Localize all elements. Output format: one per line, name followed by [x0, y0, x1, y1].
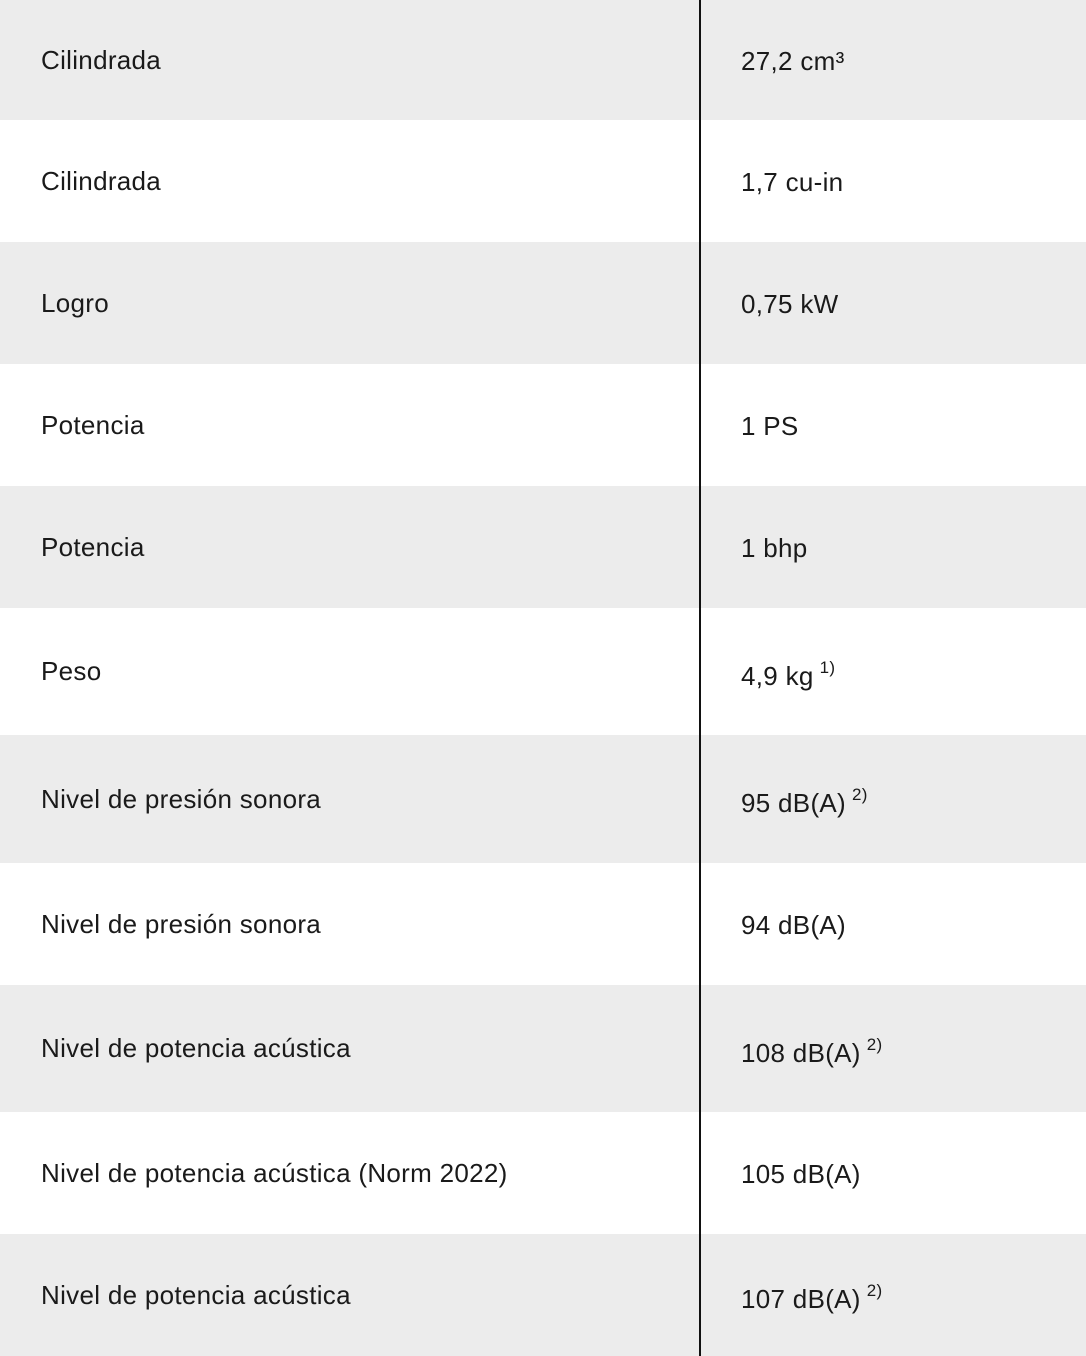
- table-row: [0, 608, 1086, 735]
- table-row: [0, 120, 1086, 242]
- spec-label: Logro: [41, 287, 109, 318]
- spec-value-text: 1 PS: [741, 411, 799, 441]
- spec-value-text: 0,75 kW: [741, 289, 839, 319]
- spec-label: Nivel de potencia acústica (Norm 2022): [41, 1157, 508, 1188]
- table-row: [0, 0, 1086, 120]
- spec-value-text: 94 dB(A): [741, 910, 847, 940]
- spec-value: [701, 1156, 1086, 1190]
- spec-value-text: 27,2 cm³: [741, 46, 845, 76]
- table-row: [0, 242, 1086, 364]
- spec-label: Cilindrada: [41, 165, 162, 196]
- spec-label: Nivel de presión sonora: [41, 908, 322, 939]
- table-row: [0, 735, 1086, 863]
- footnote-marker: 2): [852, 785, 868, 804]
- spec-value-text: 107 dB(A): [741, 1284, 861, 1314]
- spec-value: [701, 1275, 1086, 1315]
- spec-label: Potencia: [41, 409, 145, 440]
- spec-value: [701, 530, 1086, 564]
- table-row: [0, 486, 1086, 608]
- spec-value: [701, 1029, 1086, 1069]
- spec-value-text: 105 dB(A): [741, 1159, 861, 1189]
- spec-value: [701, 43, 1086, 77]
- table-row: [0, 1112, 1086, 1234]
- table-row: [0, 863, 1086, 985]
- spec-value-text: 1,7 cu-in: [741, 167, 844, 197]
- spec-label: Cilindrada: [41, 44, 162, 75]
- footnote-marker: 2): [866, 1281, 883, 1300]
- spec-value: [701, 652, 1086, 692]
- spec-value: [701, 164, 1086, 198]
- spec-value-text: 108 dB(A): [741, 1037, 861, 1068]
- spec-value-text: 95 dB(A): [741, 788, 847, 818]
- spec-label: Nivel de potencia acústica: [41, 1279, 351, 1310]
- spec-label: Nivel de presión sonora: [41, 783, 322, 814]
- table-row: [0, 364, 1086, 486]
- footnote-marker: 2): [866, 1034, 883, 1054]
- spec-label: Nivel de potencia acústica: [41, 1033, 351, 1063]
- table-row: [0, 1234, 1086, 1356]
- footnote-marker: 1): [819, 657, 836, 677]
- spec-value-text: 1 bhp: [741, 533, 808, 563]
- spec-label: Peso: [41, 656, 102, 686]
- spec-label: Potencia: [41, 531, 145, 562]
- spec-value: [701, 286, 1086, 320]
- spec-value-text: 4,9 kg: [741, 660, 814, 691]
- table-row: [0, 985, 1086, 1112]
- spec-value: [701, 779, 1086, 819]
- spec-value: [701, 907, 1086, 941]
- spec-value: [701, 408, 1086, 442]
